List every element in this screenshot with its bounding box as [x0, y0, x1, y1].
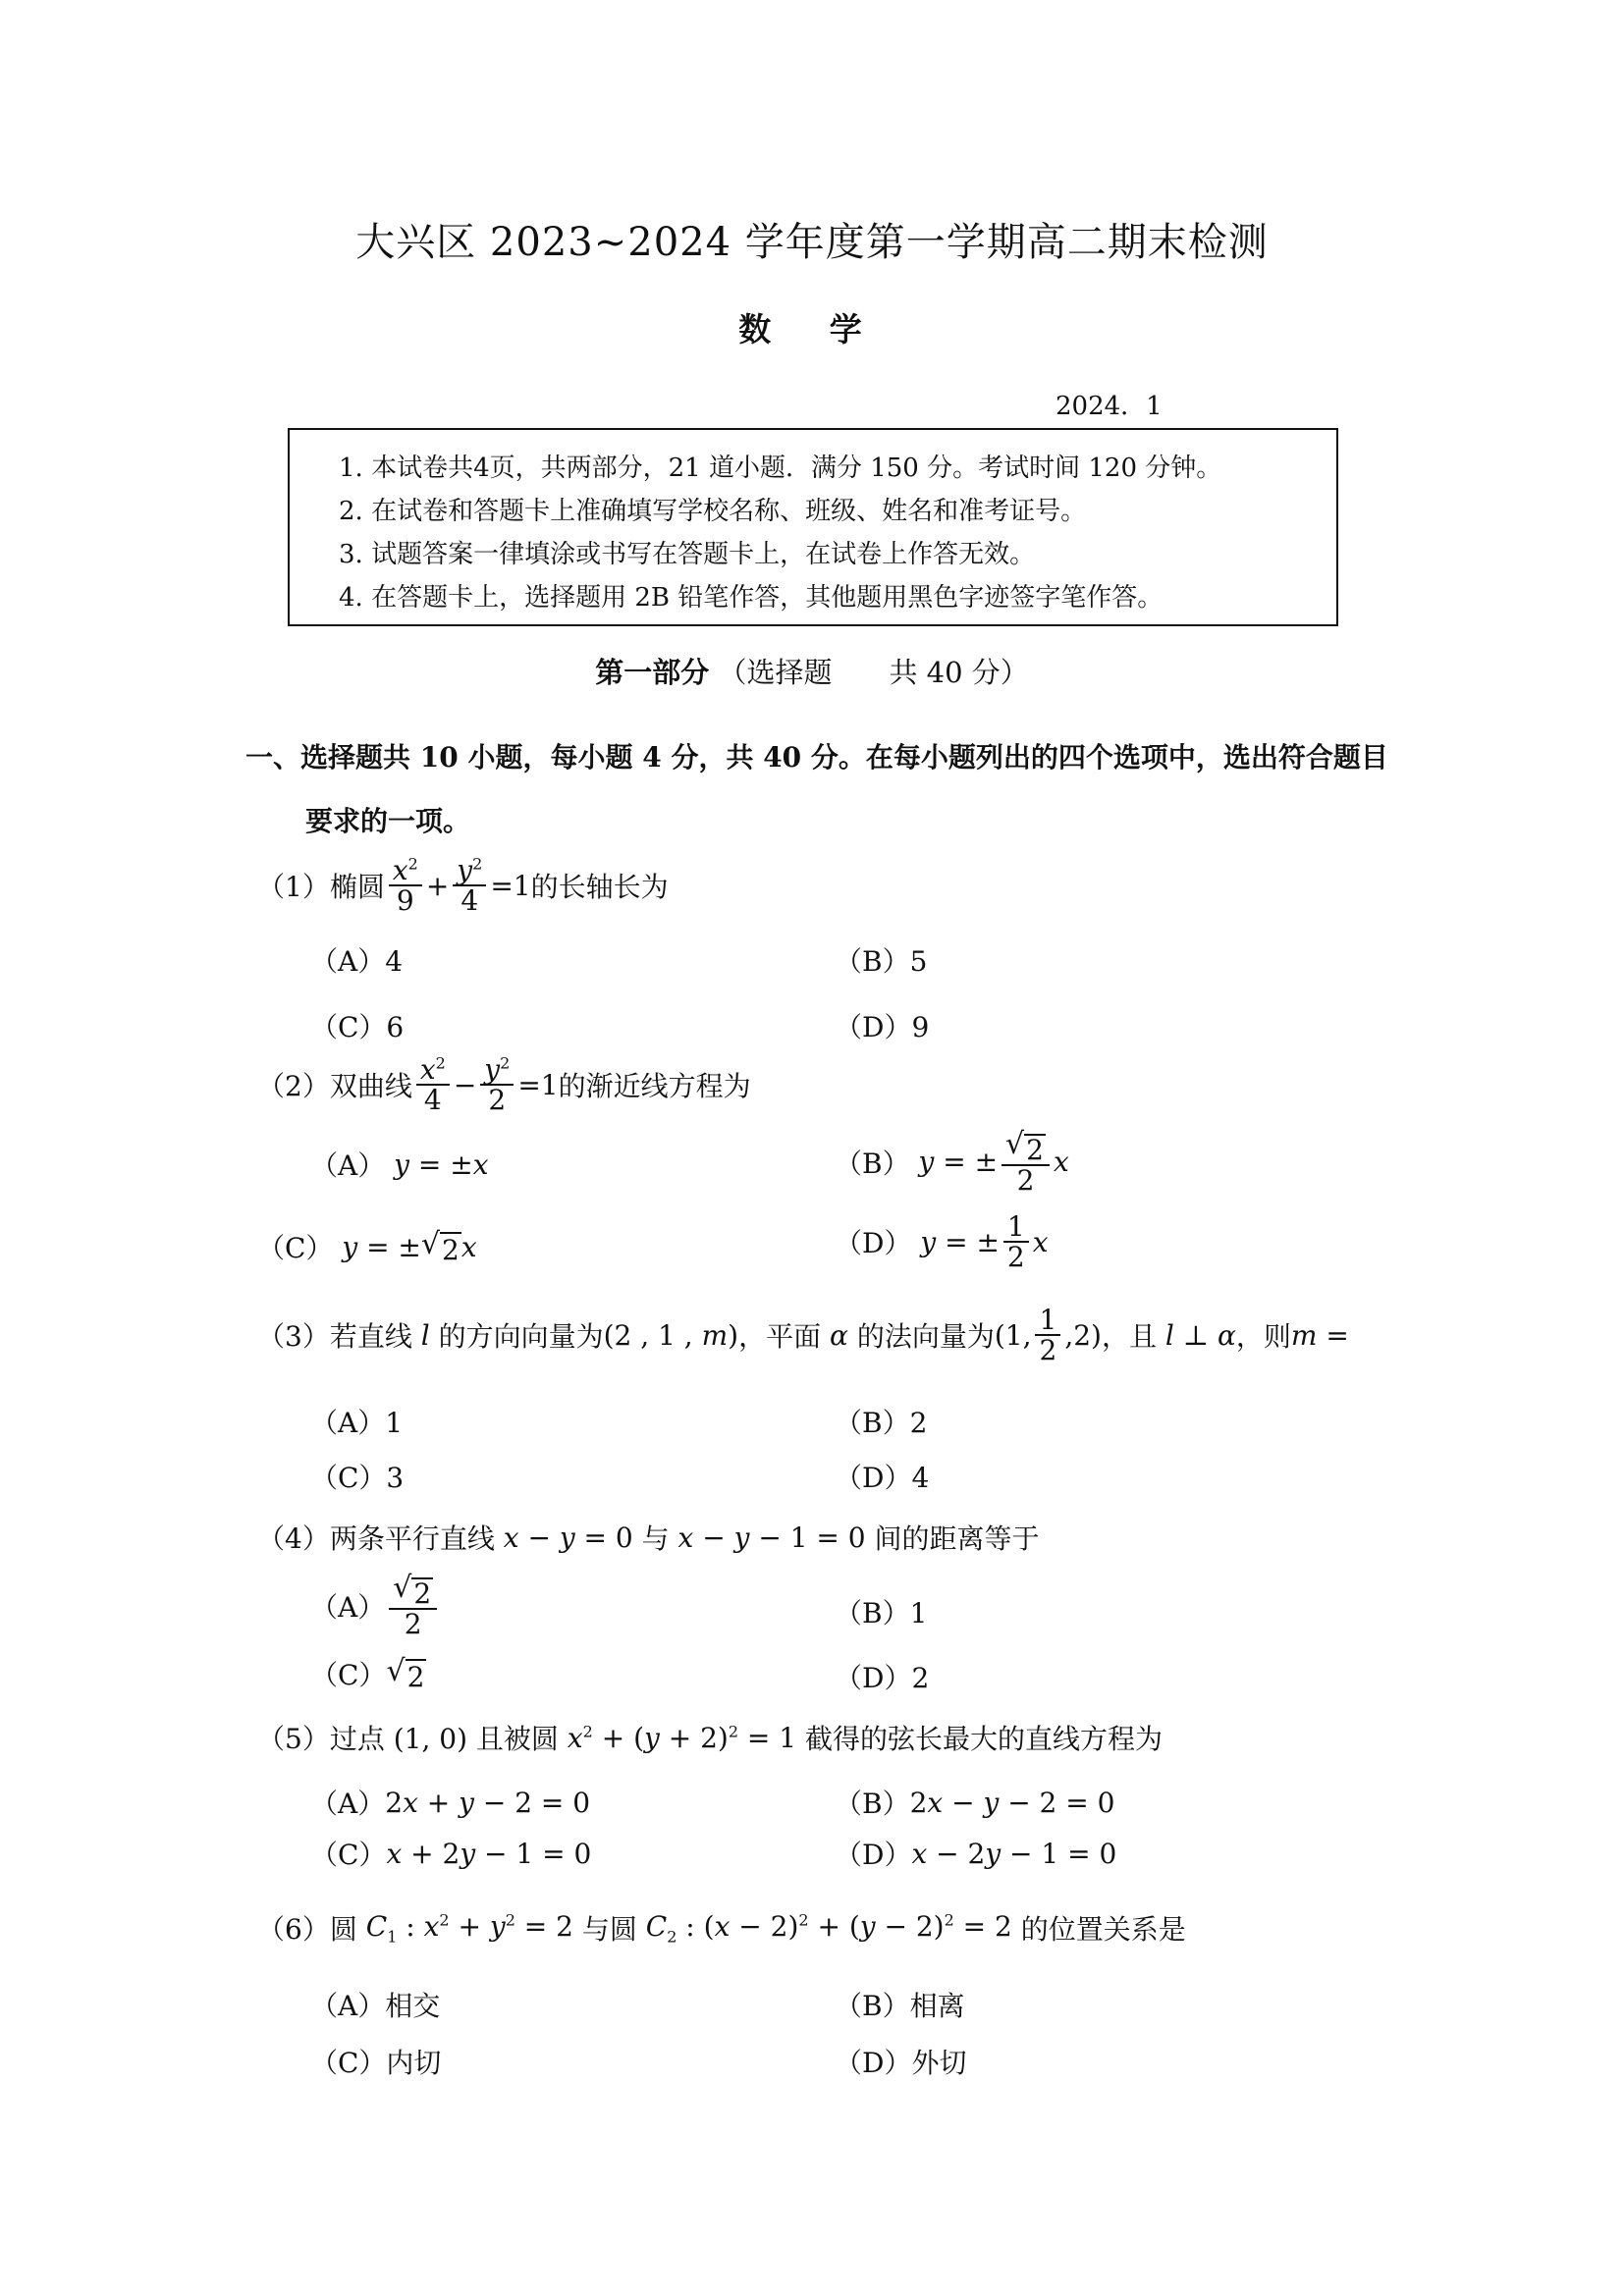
question-1: （1） 椭圆 $\frac{x^2}{9}$ + $\frac{y^2}{4}$ =1 的长轴长为: [257, 854, 669, 918]
instruction-1: 1. 本试卷共4页，共两部分，21 道小题．满分 150 分。考试时间 120 分钟。: [339, 454, 1222, 483]
q2-text-post: 的渐近线方程为: [558, 1070, 751, 1103]
question-2: （2） 双曲线 $\frac{x^2}{4}$ − $\frac{y^2}{2}$ =1 的渐近线方程为: [257, 1053, 751, 1117]
instructions-box: [288, 428, 1338, 626]
q5-number: （5）: [257, 1723, 330, 1755]
q3-option-b: （B）2: [835, 1407, 928, 1439]
q5-option-d-label: （D）: [835, 1839, 912, 1871]
question-4: （4） 两条平行直线 x − y = 0 与 x − y − 1 = 0 间的距离等于: [257, 1518, 1040, 1557]
q2-option-a-label: （A）: [310, 1149, 386, 1182]
q6-text-2: 与圆: [581, 1913, 637, 1946]
part-heading: [0, 651, 1624, 691]
q6-option-b: （B）相离: [835, 1990, 965, 2022]
part-desc: （选择题 共 40 分）: [718, 656, 1029, 689]
q4-option-c: （C） √ 2: [310, 1654, 425, 1693]
question-5: （5） 过点 (1, 0) 且被圆 $x^2 + (y + 2)^2 = 1$ 截得的弦长最大的直线方程为: [257, 1718, 1163, 1757]
q1-frac-x: $\frac{x^2}{9}$: [389, 856, 422, 916]
q2-option-c: （C） y = ± √ 2 x: [257, 1227, 477, 1266]
q1-number: （1）: [257, 871, 330, 904]
q3-option-c: （C）3: [310, 1462, 405, 1494]
exam-date: 2024．1: [1056, 392, 1163, 421]
q2-frac-y: $\frac{y^2}{2}$: [480, 1055, 514, 1115]
section-instructions-cont: 要求的一项。: [305, 805, 471, 837]
q4-option-b: （B）1: [835, 1597, 928, 1629]
q2-option-d-label: （D）: [835, 1227, 912, 1260]
q5-text-2: 截得的弦长最大的直线方程为: [805, 1723, 1164, 1755]
q4-text-3: 间的距离等于: [874, 1522, 1040, 1555]
q6-option-c: （C）内切: [310, 2047, 442, 2079]
q3-text-2: 的方向向量为: [438, 1320, 604, 1354]
q5-option-b-label: （B）: [835, 1788, 910, 1820]
q2-option-c-label: （C）: [257, 1232, 334, 1264]
q3-number: （3）: [257, 1320, 330, 1354]
part-name: 第一部分: [595, 656, 710, 689]
q4-text-1: 两条平行直线: [329, 1522, 495, 1555]
q3-text-4: 的法向量为: [856, 1320, 995, 1354]
q1-text-post: 的长轴长为: [530, 871, 669, 904]
q4-option-d: （D）2: [835, 1662, 930, 1694]
q1-text-pre: 椭圆: [329, 871, 385, 904]
q2-option-b: （B） y = ± √ 2 2 x: [835, 1127, 1069, 1198]
q4-text-2: 与: [641, 1522, 670, 1555]
q6-text-1: 圆: [329, 1913, 357, 1946]
q5-option-c-label: （C）: [310, 1839, 387, 1871]
q5-option-d: （D） x − 2y − 1 = 0: [835, 1834, 1116, 1873]
q6-number: （6）: [257, 1913, 330, 1946]
q2-option-b-label: （B）: [835, 1147, 910, 1180]
q2-frac-x: $\frac{x^2}{4}$: [416, 1055, 450, 1115]
q6-option-d: （D）外切: [835, 2047, 967, 2079]
q4-option-c-label: （C）: [310, 1659, 387, 1691]
instruction-4: 4. 在答题卡上，选择题用 2B 铅笔作答，其他题用黑色字迹签字笔作答。: [339, 583, 1164, 613]
q6-option-a: （A）相交: [310, 1990, 441, 2022]
q5-option-a-label: （A）: [310, 1788, 386, 1820]
q1-frac-y: $\frac{y^2}{4}$: [453, 856, 486, 916]
q2-number: （2）: [257, 1070, 330, 1103]
exam-title: 大兴区 2023~2024 学年度第一学期高二期末检测: [355, 220, 1269, 265]
q4-option-a-label: （A）: [310, 1590, 386, 1624]
section-instructions: 一、选择题共 10 小题，每小题 4 分，共 40 分。在每小题列出的四个选项中，选出符合题目: [245, 741, 1388, 774]
q1-option-a: （A）4: [310, 945, 404, 978]
q2-option-d: （D） y = ± $\frac{1}{2}$ x: [835, 1210, 1049, 1274]
q4-number: （4）: [257, 1522, 330, 1555]
instruction-2: 2. 在试卷和答题卡上准确填写学校名称、班级、姓名和准考证号。: [339, 497, 1087, 526]
q2-option-a: （A） y = ±x: [310, 1145, 489, 1184]
q5-option-a: （A） 2x + y − 2 = 0: [310, 1783, 590, 1822]
q5-option-c: （C） x + 2y − 1 = 0: [310, 1834, 591, 1873]
q4-option-a: （A） √ 2 2: [310, 1573, 441, 1639]
q1-option-c: （C）6: [310, 1011, 405, 1043]
q3-text-6: ，则: [1235, 1320, 1291, 1354]
q6-text-3: 的位置关系是: [1020, 1913, 1186, 1946]
instruction-3: 3. 试题答案一律填涂或书写在答题卡上，在试卷上作答无效。: [339, 540, 1036, 569]
q3-option-a: （A）1: [310, 1407, 404, 1439]
q2-text-pre: 双曲线: [329, 1070, 412, 1103]
q3-text-3: ，平面: [738, 1320, 822, 1354]
subject-title: 数 学: [738, 310, 886, 348]
question-3: （3） 若直线 l 的方向向量为 (2 , 1 , m) ，平面 α 的法向量为 (1, $\frac{1}{2}$ ,2) ，且 l ⊥ α ，则 m =: [257, 1304, 1349, 1367]
q1-option-b: （B）5: [835, 945, 928, 978]
q5-option-b: （B） 2x − y − 2 = 0: [835, 1783, 1114, 1822]
q3-text-5: ，且: [1101, 1320, 1157, 1354]
q3-text-1: 若直线: [329, 1320, 412, 1354]
q5-text-1: 过点 (1, 0) 且被圆: [329, 1723, 559, 1755]
q3-option-d: （D）4: [835, 1462, 930, 1494]
question-6: （6） 圆 $C_1$ : $x^2 + y^2 = 2$ 与圆 $C_2$ : $(x - 2)^2 + (y - 2)^2 = 2$ 的位置关系是: [257, 1909, 1186, 1947]
q1-option-d: （D）9: [835, 1011, 930, 1043]
